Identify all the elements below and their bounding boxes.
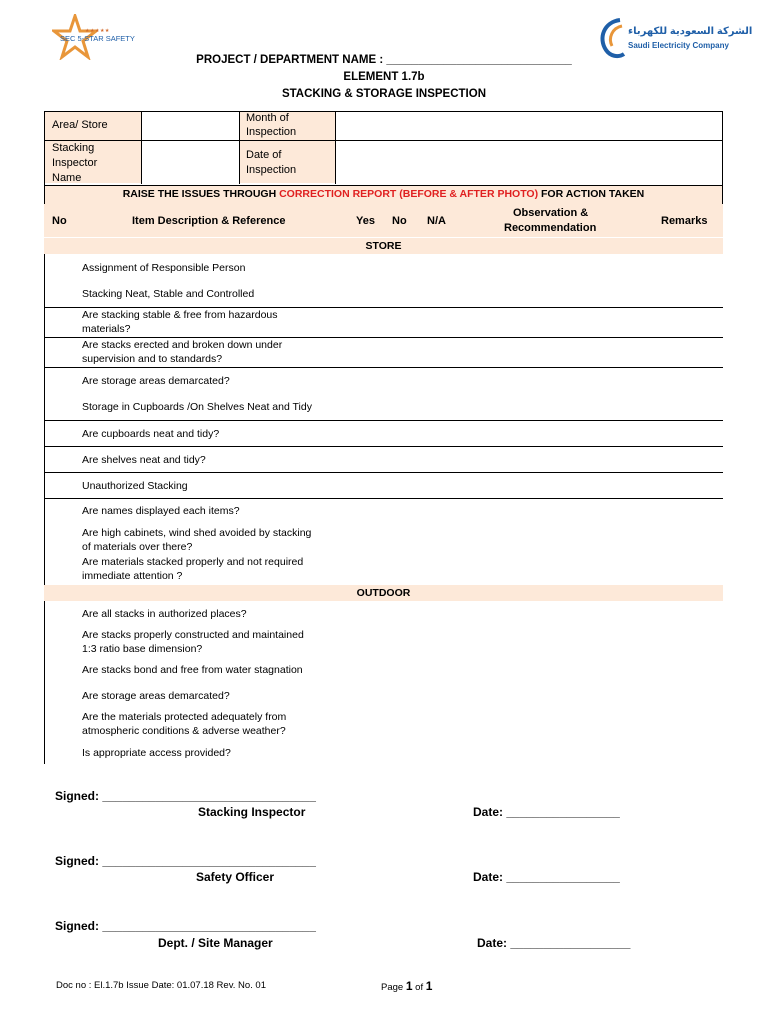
right-logo-arabic: الشركة السعودية للكهرباء xyxy=(628,26,753,37)
store-item: Are names displayed each items? xyxy=(82,505,240,517)
doc-reference: Doc no : El.1.7b Issue Date: 01.07.18 Rev. No. 01 xyxy=(56,980,267,991)
date-label-cell xyxy=(240,141,335,183)
store-item: Are cupboards neat and tidy? xyxy=(82,428,220,440)
store-item: Are materials stacked properly and not required xyxy=(82,556,304,568)
role-site-manager: Dept. / Site Manager xyxy=(158,936,273,950)
month-label-line2: Inspection xyxy=(246,126,297,138)
col-item: Item Description & Reference xyxy=(132,215,286,227)
element-line: ELEMENT 1.7b xyxy=(343,71,425,83)
outdoor-item: Are stacks bond and free from water stagnation xyxy=(82,664,303,676)
col-no-answer: No xyxy=(392,215,407,227)
date-input[interactable] xyxy=(336,141,721,183)
outdoor-section-title: OUTDOOR xyxy=(356,587,411,599)
role-stacking-inspector: Stacking Inspector xyxy=(198,805,306,819)
store-item: Are stacking stable & free from hazardous xyxy=(82,309,278,321)
signature-line-safety-officer[interactable]: Signed: ________________________________ xyxy=(55,854,316,868)
date-label-line2: Inspection xyxy=(246,164,297,176)
store-item: of materials over there? xyxy=(82,541,193,553)
row-divider xyxy=(44,446,723,447)
store-item: Storage in Cupboards /On Shelves Neat and Tidy xyxy=(82,401,312,413)
inspector-label-line2: Inspector xyxy=(52,157,98,169)
page-total: 1 xyxy=(425,979,433,993)
banner-prefix: RAISE THE ISSUES THROUGH xyxy=(122,188,280,200)
signature-line-inspector[interactable]: Signed: ________________________________ xyxy=(55,789,316,803)
store-item: Are high cabinets, wind shed avoided by stacking xyxy=(82,527,312,539)
col-remarks: Remarks xyxy=(661,215,708,227)
area-input[interactable] xyxy=(142,112,239,140)
date-line-safety-officer[interactable]: Date: _________________ xyxy=(473,870,620,884)
date-line-manager[interactable]: Date: __________________ xyxy=(477,936,631,950)
col-observation-line2: Recommendation xyxy=(504,222,597,234)
page-title: STACKING & STORAGE INSPECTION xyxy=(281,88,487,100)
inspector-name-input[interactable] xyxy=(142,141,239,183)
month-label-line1: Month of xyxy=(246,112,289,124)
page-of: of xyxy=(412,982,426,993)
inspector-label-line3: Name xyxy=(52,172,82,184)
divider xyxy=(239,111,240,184)
outdoor-item: Are stacks properly constructed and maintained xyxy=(82,629,304,641)
month-input[interactable] xyxy=(336,112,721,140)
store-item: immediate attention ? xyxy=(82,570,183,582)
store-item: supervision and to standards? xyxy=(82,353,223,365)
store-item: Unauthorized Stacking xyxy=(82,480,188,492)
signature-line-manager[interactable]: Signed: ________________________________ xyxy=(55,919,316,933)
date-label-line1: Date of xyxy=(246,149,282,161)
row-divider xyxy=(44,472,723,473)
left-logo-text: SEC 5-STAR SAFETY xyxy=(60,34,135,43)
page-current: 1 xyxy=(405,979,413,993)
banner-highlight: CORRECTION REPORT (BEFORE & AFTER PHOTO) xyxy=(279,188,539,200)
date-line-inspector[interactable]: Date: _________________ xyxy=(473,805,620,819)
col-no: No xyxy=(52,215,67,227)
banner-suffix: FOR ACTION TAKEN xyxy=(538,188,645,200)
row-divider xyxy=(44,367,723,368)
col-observation-line1: Observation & xyxy=(513,207,589,219)
store-section-title: STORE xyxy=(365,240,402,252)
role-safety-officer: Safety Officer xyxy=(196,870,275,884)
inspector-label-line1: Stacking xyxy=(52,142,95,154)
table-left-border xyxy=(44,254,45,764)
right-logo-english: Saudi Electricity Company xyxy=(628,41,729,50)
area-label: Area/ Store xyxy=(52,119,108,131)
store-item: Are stacks erected and broken down under xyxy=(82,339,283,351)
store-item: Stacking Neat, Stable and Controlled xyxy=(82,288,255,300)
outdoor-item: Is appropriate access provided? xyxy=(82,747,231,759)
store-item: materials? xyxy=(82,323,131,335)
row-divider xyxy=(44,498,723,499)
project-line: PROJECT / DEPARTMENT NAME : _____________________________ xyxy=(196,54,572,66)
outdoor-item: atmospheric conditions & adverse weather? xyxy=(82,725,286,737)
store-item: Assignment of Responsible Person xyxy=(82,262,246,274)
col-na: N/A xyxy=(427,215,446,227)
row-divider xyxy=(44,420,723,421)
outdoor-item: 1:3 ratio base dimension? xyxy=(82,643,203,655)
col-yes: Yes xyxy=(356,215,375,227)
store-item: Are shelves neat and tidy? xyxy=(82,454,206,466)
store-item: Are storage areas demarcated? xyxy=(82,375,230,387)
page-number xyxy=(381,979,432,993)
outdoor-item: Are the materials protected adequately from xyxy=(82,711,287,723)
outdoor-item: Are storage areas demarcated? xyxy=(82,690,230,702)
page-prefix: Page xyxy=(381,982,406,993)
outdoor-item: Are all stacks in authorized places? xyxy=(82,608,247,620)
rating-stars-icon: ★★★★★ xyxy=(85,28,110,34)
banner-text xyxy=(44,188,723,200)
